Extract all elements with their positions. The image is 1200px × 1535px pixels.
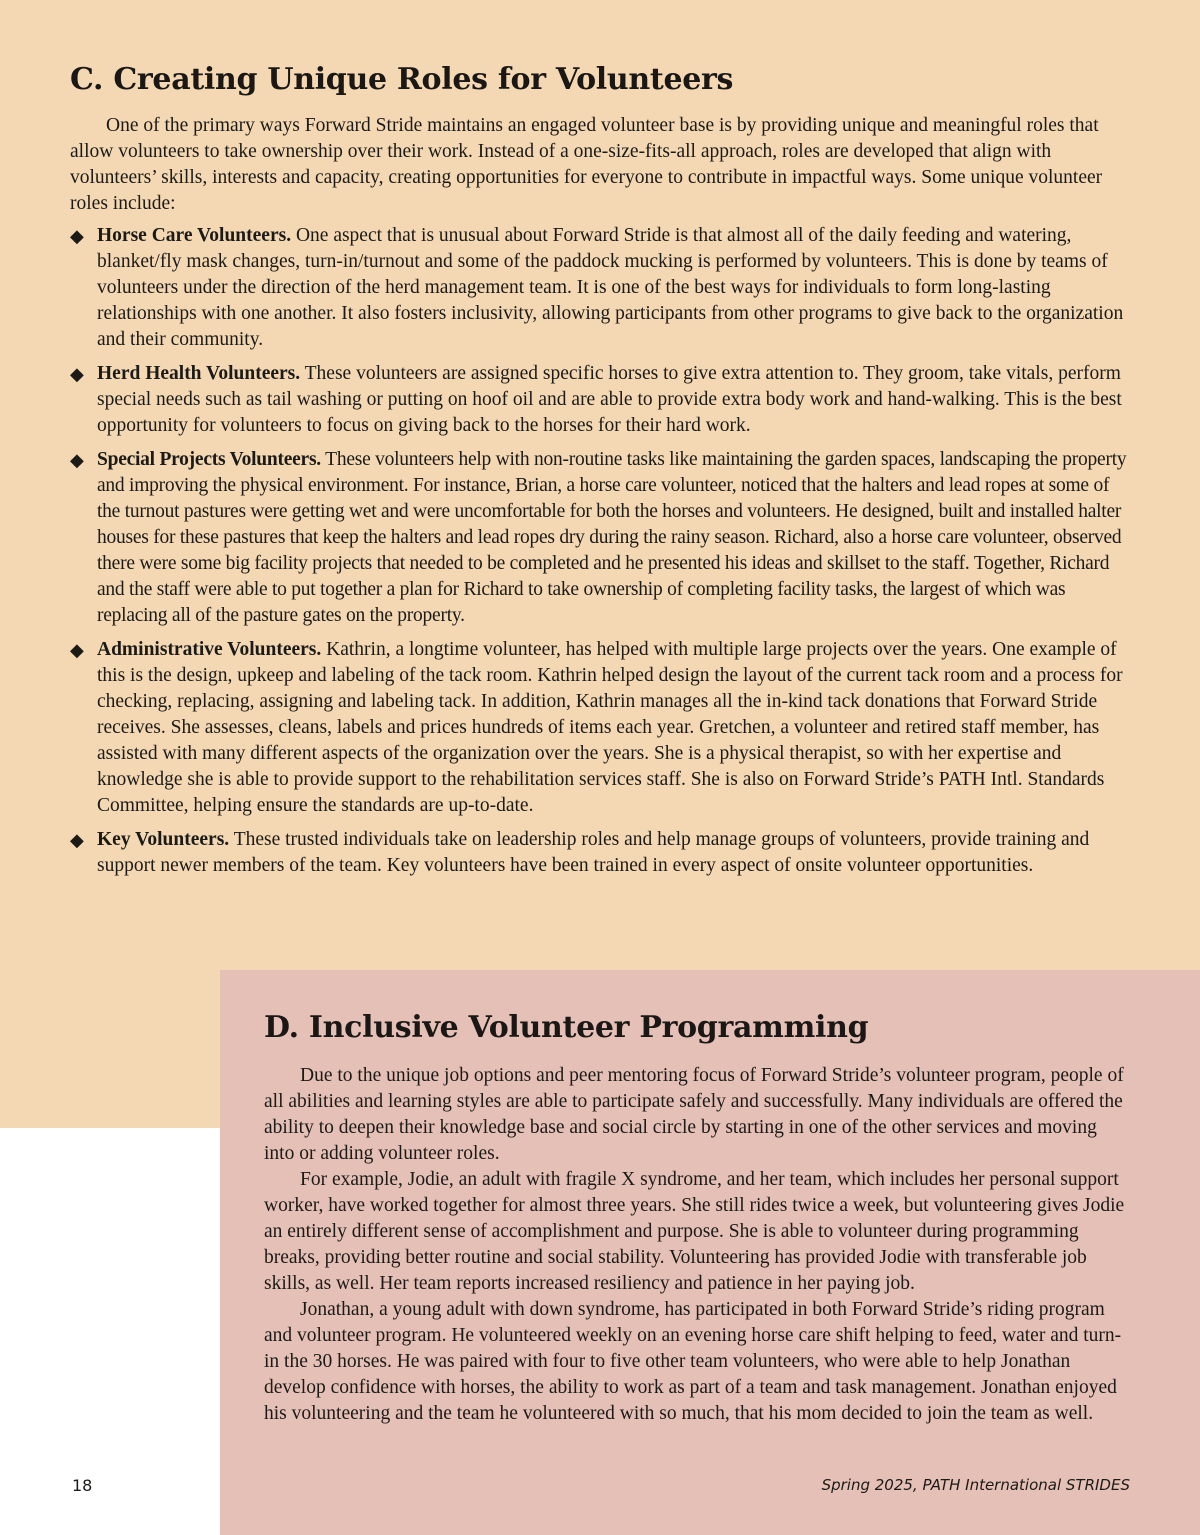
section-d-paragraph: For example, Jodie, an adult with fragile X syndrome, and her team, which includes her personal support worker, have worked together for almost three years. She still rides twice a week, but volunteering gives Jodie an entirely different sense of accomplishment and purpose. She is able to volunteer during programming breaks, providing better routine and social stability. Volunteering has provided Jodie with transferable job skills, as well. Her team reports increased resiliency and patience in her paying job. <box>264 1169 1125 1294</box>
diamond-bullet-icon: ◆ <box>70 640 84 660</box>
role-description: These volunteers help with non-routine tasks like maintaining the garden spaces, landscaping the property and improving the physical environment. For instance, Brian, a horse care volunteer, noticed that the halters and lead ropes at some of the turnout pastures were getting wet and were uncomfortable for both the horses and volunteers. He designed, built and installed halter houses for these pastures that keep the halters and lead ropes dry during the rainy season. Richard, also a horse care volunteer, observed there were some big facility projects that needed to be completed and he presented his ideas and skillset to the staff. Together, Richard and the staff were able to put together a plan for Richard to take ownership of completing facility tasks, the largest of which was replacing all of the pasture gates on the property. <box>97 449 1127 626</box>
diamond-bullet-icon: ◆ <box>70 226 84 246</box>
section-c-intro: One of the primary ways Forward Stride maintains an engaged volunteer base is by providing unique and meaningful roles that allow volunteers to take ownership over their work. Instead of a one-size-fits-all approach, roles are developed that align with volunteers’ skills, interests and capacity, creating opportunities for everyone to contribute in impactful ways. Some unique volunteer roles include: <box>70 115 1103 214</box>
section-c <box>70 62 1132 887</box>
page-number: 18 <box>72 1476 93 1495</box>
role-item-herd-health <box>70 361 1132 439</box>
role-name: Key Volunteers. <box>97 829 230 850</box>
role-description: One aspect that is unusual about Forward Stride is that almost all of the daily feeding and watering, blanket/fly mask changes, turn-in/turnout and some of the paddock mucking is performed by volunteers. This is done by teams of volunteers under the direction of the herd management team. It is one of the best ways for individuals to form long-lasting relationships with one another. It also fosters inclusivity, allowing participants from other programs to give back to the organization and their community. <box>97 225 1124 350</box>
role-description: Kathrin, a longtime volunteer, has helped with multiple large projects over the years. One example of this is the design, upkeep and labeling of the tack room. Kathrin helped design the layout of the current tack room and a process for checking, replacing, assigning and labeling tack. In addition, Kathrin manages all the in-kind tack donations that Forward Stride receives. She assesses, cleans, labels and prices hundreds of items each year. Gretchen, a volunteer and retired staff member, has assisted with many different aspects of the organization over the years. She is a physical therapist, so with her expertise and knowledge she is able to provide support to the rehabilitation services staff. She is also on Forward Stride’s PATH Intl. Standards Committee, helping ensure the standards are up-to-date. <box>97 639 1123 816</box>
role-name: Administrative Volunteers. <box>97 639 322 660</box>
section-c-title: C. Creating Unique Roles for Volunteers <box>70 62 734 97</box>
role-item-special-projects <box>70 447 1132 629</box>
role-item-key <box>70 827 1132 879</box>
section-d-paragraph: Jonathan, a young adult with down syndrome, has participated in both Forward Stride’s riding program and volunteer program. He volunteered weekly on an evening horse care shift helping to feed, water and turn-in the 30 horses. He was paired with four to five other team volunteers, who were able to help Jonathan develop confidence with horses, the ability to work as part of a team and task management. Jonathan enjoyed his volunteering and the team he volunteered with so much, that his mom decided to join the team as well. <box>264 1299 1122 1424</box>
section-d-title: D. Inclusive Volunteer Programming <box>264 1010 869 1045</box>
role-item-administrative <box>70 637 1132 819</box>
role-name: Horse Care Volunteers. <box>97 225 292 246</box>
diamond-bullet-icon: ◆ <box>70 830 84 850</box>
diamond-bullet-icon: ◆ <box>70 364 84 384</box>
role-item-horse-care <box>70 223 1132 353</box>
section-d-paragraph: Due to the unique job options and peer mentoring focus of Forward Stride’s volunteer program, people of all abilities and learning styles are able to participate safely and successfully. Many individuals are offered the ability to deepen their knowledge base and social circle by starting in one of the other services and moving into or adding volunteer roles. <box>264 1065 1124 1164</box>
role-name: Herd Health Volunteers. <box>97 363 301 384</box>
publication-footer: Spring 2025, PATH International STRIDES <box>821 1476 1130 1494</box>
role-description: These volunteers are assigned specific horses to give extra attention to. They groom, take vitals, perform special needs such as tail washing or putting on hoof oil and are able to provide extra body work and hand-walking. This is the best opportunity for volunteers to focus on giving back to the horses for their hard work. <box>97 363 1122 436</box>
section-d <box>264 1010 1132 1427</box>
diamond-bullet-icon: ◆ <box>70 450 84 470</box>
roles-list <box>70 223 1132 879</box>
role-description: These trusted individuals take on leadership roles and help manage groups of volunteers, provide training and support newer members of the team. Key volunteers have been trained in every aspect of onsite volunteer opportunities. <box>97 829 1090 876</box>
role-name: Special Projects Volunteers. <box>97 449 321 470</box>
